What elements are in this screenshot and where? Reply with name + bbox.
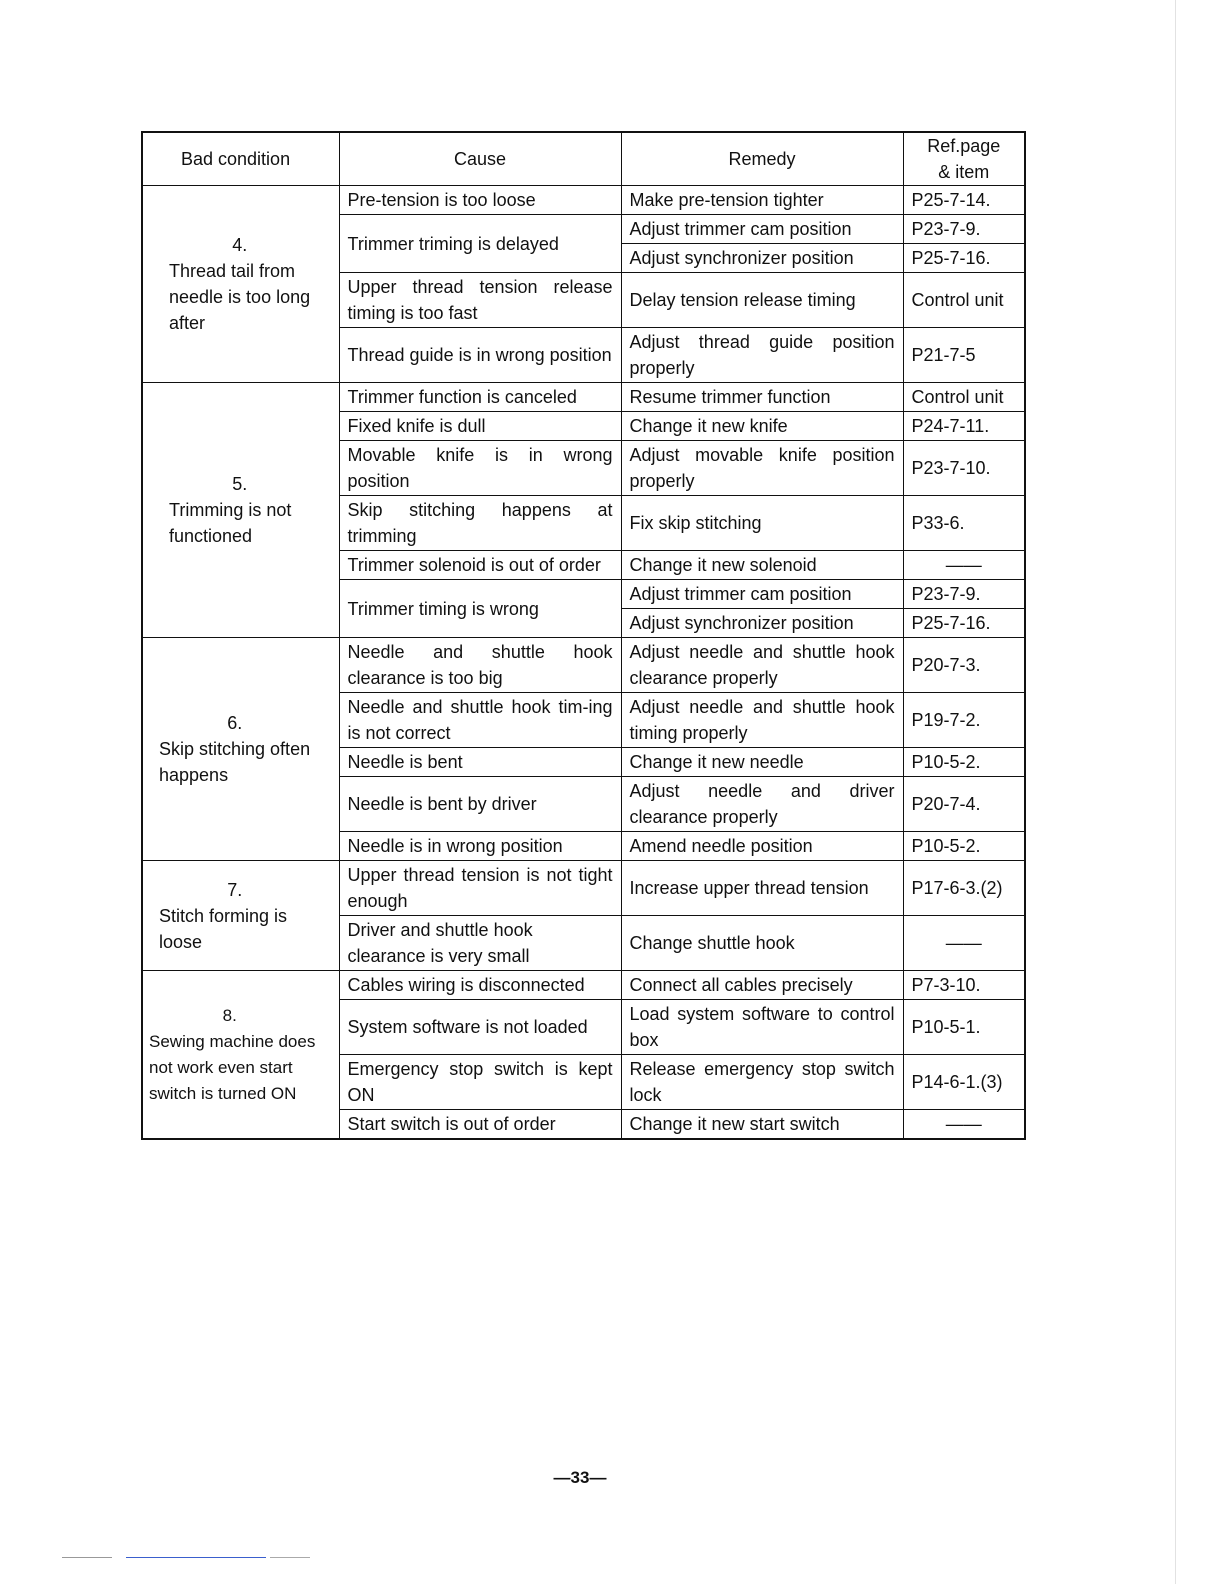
remedy-cell: Change it new start switch [621,1110,903,1140]
cause-cell: Thread guide is in wrong position [339,328,621,383]
cause-cell: Pre-tension is too loose [339,186,621,215]
ref-cell: P19-7-2. [903,693,1025,748]
scan-artifact-line [126,1557,266,1558]
ref-cell: —— [903,551,1025,580]
table-row [142,861,1025,916]
remedy-cell: Release emergency stop switch lock [621,1055,903,1110]
page-edge [1175,0,1176,1584]
ref-cell: P25-7-14. [903,186,1025,215]
remedy-cell: Change it new knife [621,412,903,441]
remedy-cell: Adjust needle and shuttle hook clearance properly [621,638,903,693]
remedy-cell: Adjust needle and shuttle hook timing properly [621,693,903,748]
cause-cell: Needle and shuttle hook clearance is too big [339,638,621,693]
cause-cell: Movable knife is in wrong position [339,441,621,496]
remedy-cell: Change shuttle hook [621,916,903,971]
table-header-row [142,132,1025,186]
cause-cell: Needle is bent by driver [339,777,621,832]
condition-text: Thread tail from needle is too long after [169,261,311,333]
condition-cell [142,186,339,383]
ref-cell: P20-7-3. [903,638,1025,693]
ref-cell: P33-6. [903,496,1025,551]
cause-cell: Trimmer triming is delayed [339,215,621,273]
condition-number: 6. [227,713,243,733]
table-row [142,971,1025,1000]
ref-cell: Control unit [903,273,1025,328]
cause-cell: Fixed knife is dull [339,412,621,441]
header-remedy: Remedy [621,132,903,186]
ref-cell: P10-5-1. [903,1000,1025,1055]
cause-cell: Trimmer timing is wrong [339,580,621,638]
cause-cell: Emergency stop switch is kept ON [339,1055,621,1110]
ref-cell: P23-7-9. [903,215,1025,244]
remedy-cell: Increase upper thread tension [621,861,903,916]
ref-cell: P25-7-16. [903,609,1025,638]
remedy-cell: Resume trimmer function [621,383,903,412]
ref-cell: —— [903,916,1025,971]
remedy-cell: Change it new solenoid [621,551,903,580]
table-row [142,383,1025,412]
condition-text: Stitch forming is loose [159,905,288,952]
condition-cell [142,638,339,861]
header-cause: Cause [339,132,621,186]
cause-cell: System software is not loaded [339,1000,621,1055]
header-ref-line1: Ref.page [927,136,1001,156]
condition-number: 4. [232,235,248,255]
ref-cell: P14-6-1.(3) [903,1055,1025,1110]
ref-cell: Control unit [903,383,1025,412]
cause-cell: Upper thread tension release timing is too fast [339,273,621,328]
remedy-cell: Adjust movable knife position properly [621,441,903,496]
condition-number: 7. [227,879,243,900]
cause-cell: Needle and shuttle hook tim-ing is not correct [339,693,621,748]
cause-cell: Upper thread tension is not tight enough [339,861,621,916]
header-ref [903,132,1025,186]
ref-cell: P21-7-5 [903,328,1025,383]
page-number: —33— [553,1468,607,1487]
cause-cell: Trimmer solenoid is out of order [339,551,621,580]
remedy-cell: Connect all cables precisely [621,971,903,1000]
header-bad-condition: Bad condition [142,132,339,186]
header-ref-line2: & item [938,162,990,182]
remedy-cell: Adjust trimmer cam position [621,580,903,609]
ref-cell: P23-7-9. [903,580,1025,609]
ref-cell: P25-7-16. [903,244,1025,273]
condition-text: Sewing machine does not work even start switch is turned ON [149,1031,316,1103]
condition-cell [142,383,339,638]
cause-cell: Trimmer function is canceled [339,383,621,412]
cause-cell: Driver and shuttle hook clearance is very small [339,916,621,971]
remedy-cell: Delay tension release timing [621,273,903,328]
condition-cell [142,861,339,971]
cause-cell: Needle is in wrong position [339,832,621,861]
remedy-cell: Amend needle position [621,832,903,861]
cause-cell: Start switch is out of order [339,1110,621,1140]
condition-number: 8. [222,1005,237,1025]
ref-cell: —— [903,1110,1025,1140]
ref-cell: P24-7-11. [903,412,1025,441]
remedy-cell: Adjust synchronizer position [621,609,903,638]
ref-cell: P17-6-3.(2) [903,861,1025,916]
ref-cell: P23-7-10. [903,441,1025,496]
cause-cell: Needle is bent [339,748,621,777]
remedy-cell: Adjust synchronizer position [621,244,903,273]
remedy-cell: Change it new needle [621,748,903,777]
condition-text: Trimming is not functioned [169,500,292,546]
scan-artifact-line [270,1557,310,1558]
table-row [142,186,1025,215]
ref-cell: P20-7-4. [903,777,1025,832]
remedy-cell: Load system software to control box [621,1000,903,1055]
table-body [142,186,1025,1140]
ref-cell: P10-5-2. [903,748,1025,777]
remedy-cell: Fix skip stitching [621,496,903,551]
ref-cell: P7-3-10. [903,971,1025,1000]
remedy-cell: Adjust thread guide position properly [621,328,903,383]
condition-number: 5. [232,474,248,494]
condition-cell [142,971,339,1140]
remedy-cell: Adjust trimmer cam position [621,215,903,244]
table-row [142,638,1025,693]
remedy-cell: Make pre-tension tighter [621,186,903,215]
condition-text: Skip stitching often happens [159,739,311,785]
remedy-cell: Adjust needle and driver clearance properly [621,777,903,832]
cause-cell: Skip stitching happens at trimming [339,496,621,551]
cause-cell: Cables wiring is disconnected [339,971,621,1000]
ref-cell: P10-5-2. [903,832,1025,861]
troubleshooting-table [141,131,1026,1140]
scan-artifact-line [62,1557,112,1558]
